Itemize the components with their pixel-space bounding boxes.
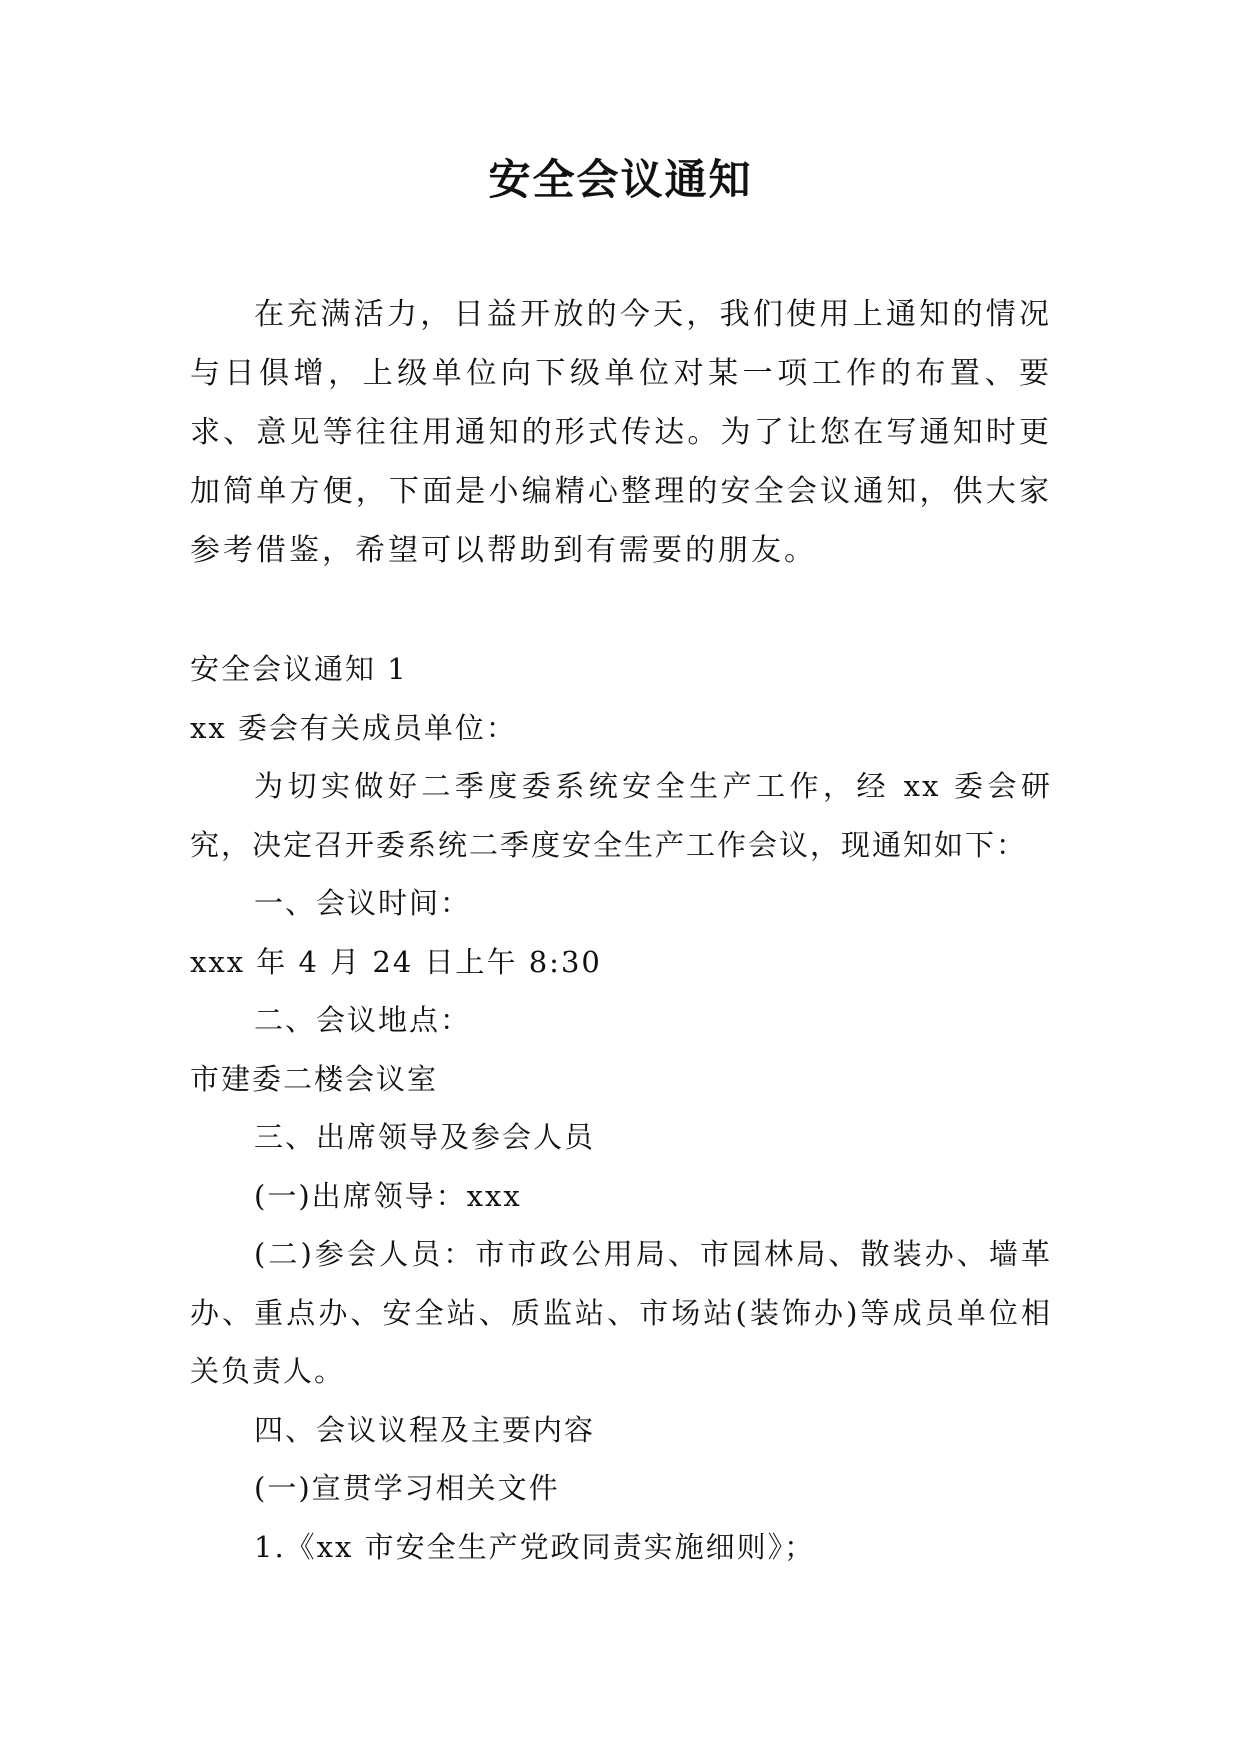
purpose-paragraph: 为切实做好二季度委系统安全生产工作，经 xx 委会研究，决定召开委系统二季度安全生产工作会议，现通知如下： (190, 769, 1052, 862)
agenda-heading: 四、会议议程及主要内容 (254, 1412, 596, 1447)
time-value: xxx 年 4 月 24 日上午 8:30 (190, 944, 602, 979)
section-heading: 安全会议通知 1 (190, 652, 408, 686)
document-title: 安全会议通知 (488, 155, 753, 204)
time-heading: 一、会议时间： (254, 886, 472, 920)
place-heading: 二、会议地点： (254, 1003, 472, 1037)
addressee-line: xx 委会有关成员单位： (190, 710, 517, 745)
attendees-heading: 三、出席领导及参会人员 (254, 1120, 596, 1154)
document-list-item: 1.《xx 市安全生产党政同责实施细则》； (254, 1529, 816, 1564)
notice-body (190, 640, 1052, 1576)
agenda-item: (一)宣贯学习相关文件 (254, 1471, 560, 1505)
leaders-line: (一)出席领导：xxx (254, 1178, 522, 1213)
intro-paragraph: 在充满活力，日益开放的今天，我们使用上通知的情况与日俱增，上级单位向下级单位对某一项工作的布置、要求、意见等往往用通知的形式传达。为了让您在写通知时更加简单方便，下面是小编精心整理的安全会议通知，供大家参考借鉴，希望可以帮助到有需要的朋友。 (190, 297, 1052, 568)
place-value: 市建委二楼会议室 (190, 1061, 439, 1096)
participants-paragraph: (二)参会人员：市市政公用局、市园林局、散装办、墙革办、重点办、安全站、质监站、市场站(装饰办)等成员单位相关负责人。 (190, 1237, 1052, 1388)
